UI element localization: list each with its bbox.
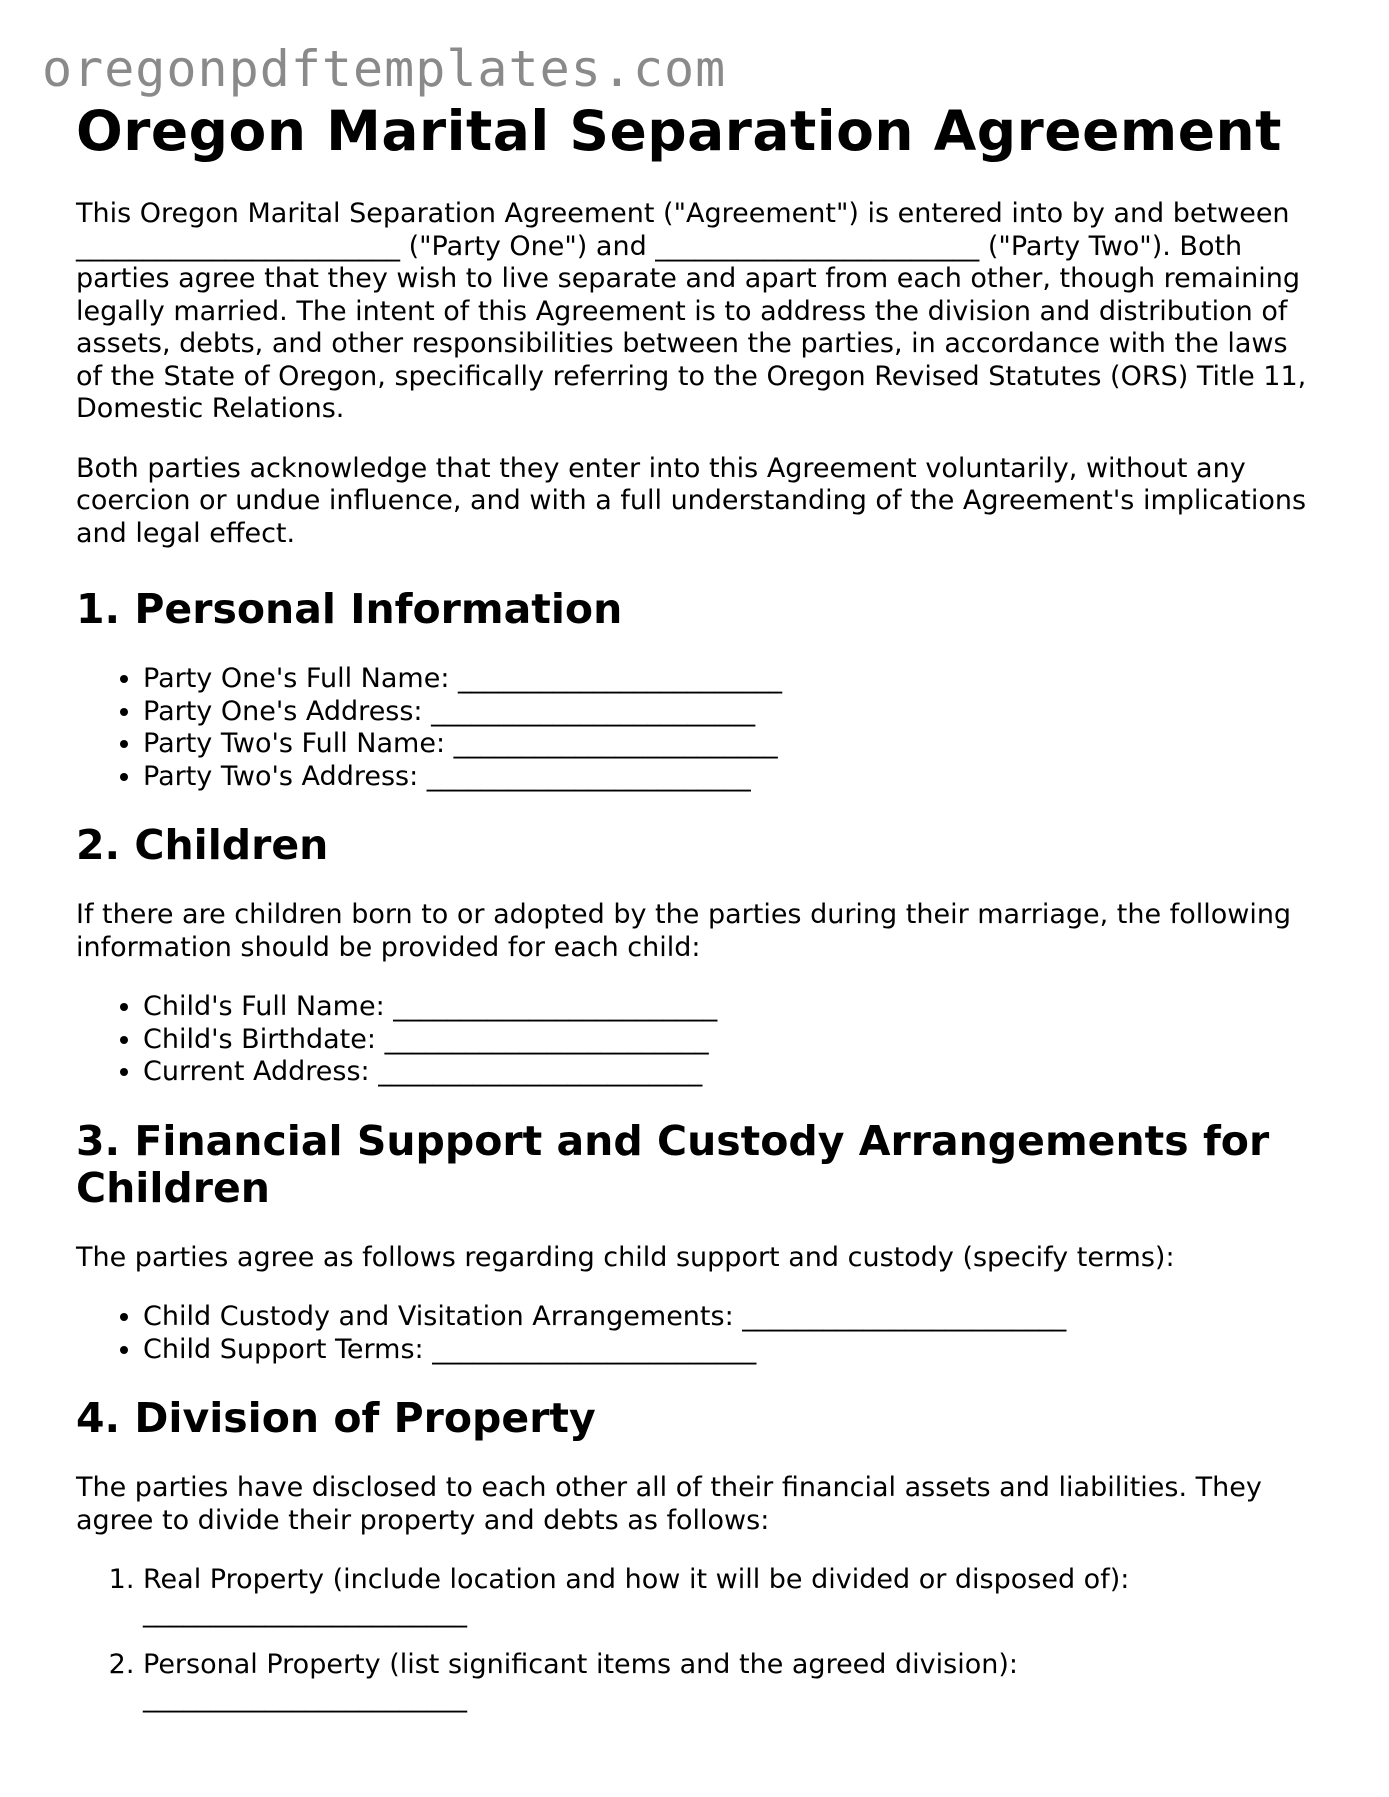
personal-information-list <box>76 663 1316 793</box>
section-heading-support-custody: 3. Financial Support and Custody Arrangements for Children <box>76 1116 1270 1212</box>
list-item: • Child's Birthdate: ________________________ <box>143 1024 1316 1057</box>
children-paragraph: If there are children born to or adopted by the parties during their marriage, the following information should be provided for each child: <box>76 899 1292 963</box>
list-item: • Child Custody and Visitation Arrangements: ________________________ <box>143 1301 1316 1334</box>
list-item <box>143 1649 1316 1714</box>
children-list <box>76 991 1316 1089</box>
list-item: • Child Support Terms: ________________________ <box>143 1334 1316 1367</box>
blank-line: ________________________ <box>143 1596 467 1628</box>
support-paragraph: The parties agree as follows regarding child support and custody (specify terms): <box>76 1241 1175 1273</box>
document-title: Oregon Marital Separation Agreement <box>76 99 1282 163</box>
property-list <box>76 1564 1316 1714</box>
intro-paragraph-2: Both parties acknowledge that they enter into this Agreement voluntarily, without any coercion or undue influence, and with a full understanding of the Agreement's implications and legal effect. <box>76 452 1307 549</box>
support-list <box>76 1301 1316 1366</box>
section-heading-children: 2. Children <box>76 821 329 869</box>
list-item: • Party One's Address: ________________________ <box>143 696 1316 729</box>
document-page <box>76 98 1316 1714</box>
watermark: oregonpdftemplates.com <box>42 40 727 98</box>
list-item: • Child's Full Name: ________________________ <box>143 991 1316 1024</box>
list-item: • Party Two's Address: ________________________ <box>143 761 1316 794</box>
section-heading-division-of-property: 4. Division of Property <box>76 1394 596 1442</box>
property-paragraph: The parties have disclosed to each other all of their financial assets and liabilities. They agree to divide their property and debts as follows: <box>76 1472 1262 1536</box>
list-item-label: 2. Personal Property (list significant items and the agreed division): <box>143 1649 1018 1680</box>
list-item: • Current Address: ________________________ <box>143 1056 1316 1089</box>
intro-paragraph-1: This Oregon Marital Separation Agreement ("Agreement") is entered into by and between ________________________ ("Party One") and ________________________ ("Party Two"). Both parties agree that they wish to live separate and apart from each other, though remaining legally married. The intent of this Agreement is to address the division and distribution of assets, debts, and other responsibilities between the parties, in accordance with the laws of the State of Oregon, specifically referring to the Oregon Revised Statutes (ORS) Title 11, Domestic Relations. <box>76 198 1307 424</box>
list-item <box>143 1564 1316 1629</box>
blank-line: ________________________ <box>143 1681 467 1713</box>
list-item: • Party One's Full Name: ________________________ <box>143 663 1316 696</box>
list-item: • Party Two's Full Name: ________________________ <box>143 728 1316 761</box>
section-heading-personal-information: 1. Personal Information <box>76 585 623 633</box>
list-item-label: 1. Real Property (include location and how it will be divided or disposed of): <box>143 1564 1130 1595</box>
